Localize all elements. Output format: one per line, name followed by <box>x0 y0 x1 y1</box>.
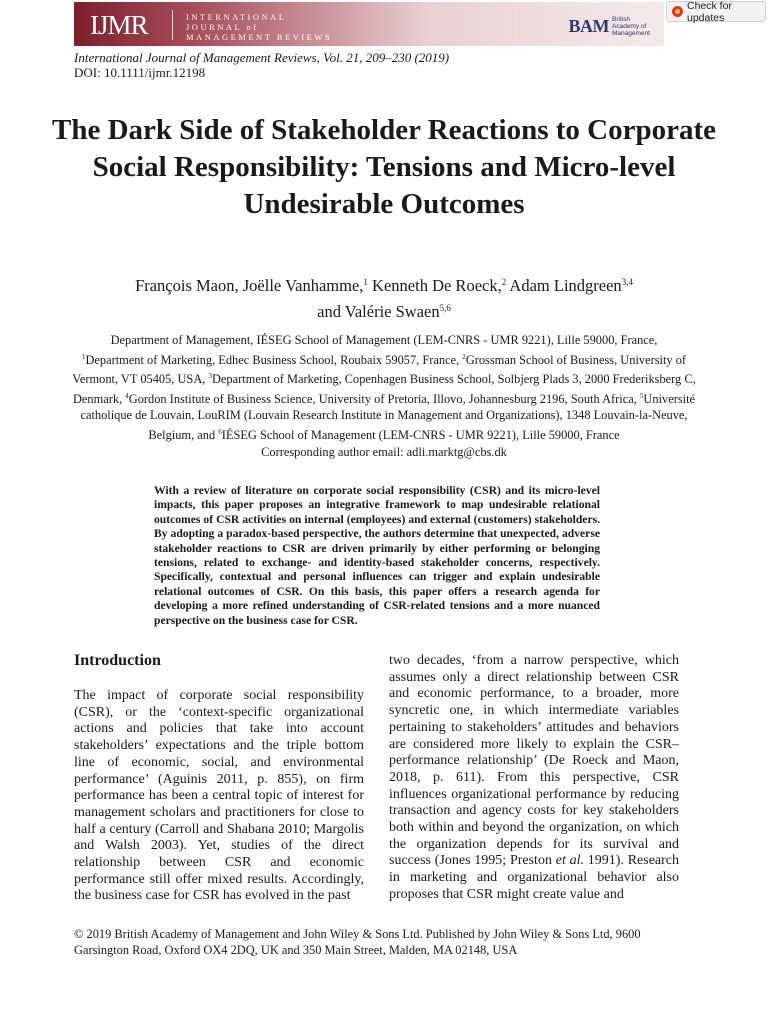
author-sup: 2 <box>501 277 507 287</box>
body-column-left: The impact of corporate social responsibility (CSR), or the ‘context-specific organizational actions and policies that take into account stakeholders’ expectations and the triple bottom line of economic, social, and environmental performance’ (Aguinis 2011, p. 855), on firm performance has been a central topic of interest for management scholars and practitioners for close to half a century (Carroll and Shabana 2010; Margolis and Walsh 2003). Yet, studies of the direct relationship between CSR and economic performance still offer mixed results. Accordingly, the business case for CSR has evolved in the past <box>74 688 364 904</box>
paper-title: The Dark Side of Stakeholder Reactions to Corporate Social Responsibility: Tensions and Micro-level Undesirable Outcomes <box>51 114 716 220</box>
affiliation-sup: 3 <box>208 372 212 381</box>
author-sup: 3,4 <box>621 277 633 287</box>
copyright-footer: © 2019 British Academy of Management and John Wiley & Sons Ltd. Published by John Wiley & Sons Ltd, 9600 Garsington Road, Oxford OX4 2DQ, UK and 350 Main Street, Malden, MA 02148, USA <box>74 927 641 957</box>
affiliation-text: Gordon Institute of Business Science, University of Pretoria, Illovo, Johannesburg 2196, South Africa, <box>128 391 640 406</box>
author-sup: 5,6 <box>439 303 451 313</box>
doi[interactable]: DOI: 10.1111/ijmr.12198 <box>74 65 206 80</box>
affiliation-text: Université catholique de Louvain, LouRIM (Louvain Research Institute in Management and Organizations), 1348 Louvain-la-Neuve, Belgium, and <box>80 391 696 442</box>
journal-banner <box>74 2 664 46</box>
journal-citation: International Journal of Management Reviews, Vol. 21, 209–230 (2019) <box>74 50 450 65</box>
body-text-italic: et al. <box>555 853 584 869</box>
section-heading-introduction: Introduction <box>74 652 161 669</box>
banner-divider <box>172 10 173 40</box>
journal-logo: IJMR <box>90 10 148 40</box>
affiliation-text: Department of Marketing, Copenhagen Business School, Solbjerg Plads 3, 2000 Frederiksberg C, Denmark, <box>72 372 696 406</box>
affiliation-text: Grossman School of Business, University of Vermont, VT 05405, USA, <box>72 352 687 387</box>
affiliations <box>70 332 698 460</box>
check-for-updates-label: Check for updates <box>687 0 732 24</box>
affiliation-text: Department of Marketing, Edhec Business School, Roubaix 59057, France, <box>85 352 463 367</box>
journal-name-line: JOURNAL of <box>186 22 259 32</box>
body-text: 1991). Research in marketing and organizational behavior also proposes that CSR might create value and <box>389 853 680 902</box>
check-for-updates-button[interactable] <box>666 1 766 22</box>
body-column-right <box>389 653 679 904</box>
journal-name-line: MANAGEMENT REVIEWS <box>186 32 333 42</box>
affiliation-text: IÉSEG School of Management (LEM-CNRS - UMR 9221), Lille 59000, France <box>221 427 620 442</box>
author-text: Kenneth De Roeck, <box>367 276 502 295</box>
author-text: Adam Lindgreen <box>506 276 622 295</box>
body-text: two decades, ‘from a narrow perspective, which assumes only a direct relationship between CSR and economic performance, to a broader, more syncretic one, in which intermediate variables pertaining to stakeholders’ attitudes and behaviors are considered more likely to explain the CSR–performance relationship’ (De Roeck and Maon, 2018, p. 611). From this perspective, CSR influences organizational performance by reducing transaction and agency costs for key stakeholders both within and beyond the organization, on which the organization depends for its survival and success (Jones 1995; Preston <box>389 653 679 869</box>
corresponding-author: Corresponding author email: adli.marktg@cbs.dk <box>261 444 507 459</box>
affiliation-sup: 1 <box>81 352 86 361</box>
crossmark-icon <box>672 6 683 17</box>
journal-name <box>186 12 332 42</box>
bam-text: British Academy of Management <box>612 16 650 37</box>
affiliation-sup: 6 <box>218 427 222 436</box>
author-text: and Valérie Swaen <box>317 302 440 321</box>
affiliation-text: Department of Management, IÉSEG School of Management (LEM-CNRS - UMR 9221), Lille 59000, France, <box>110 333 658 347</box>
abstract: With a review of literature on corporate social responsibility (CSR) and its micro-level impacts, this paper proposes an integrative framework to map undesirable relational outcomes of CSR activities on internal (employees) and external (customers) stakeholders. By adopting a paradox-based perspective, the authors determine that unexpected, adverse stakeholder reactions to CSR are driven primarily by either performing or belonging tensions, related to exchange- and identity-based stakeholder concerns, respectively. Specifically, contextual and personal influences can trigger and explain undesirable relational outcomes of CSR. On this basis, this paper offers a research agenda for developing a more refined understanding of CSR-related tensions and a more nuanced perspective on the business case for CSR. <box>154 484 600 627</box>
affiliation-sup: 4 <box>125 391 129 400</box>
affiliation-sup: 5 <box>639 391 644 400</box>
bam-letters: BAM <box>568 16 609 36</box>
author-text: François Maon, Joëlle Vanhamme, <box>135 276 364 295</box>
bam-logo <box>569 16 657 37</box>
author-list <box>40 271 728 323</box>
journal-name-line: INTERNATIONAL <box>186 12 287 22</box>
affiliation-sup: 2 <box>462 352 466 361</box>
author-sup: 1 <box>363 277 368 287</box>
